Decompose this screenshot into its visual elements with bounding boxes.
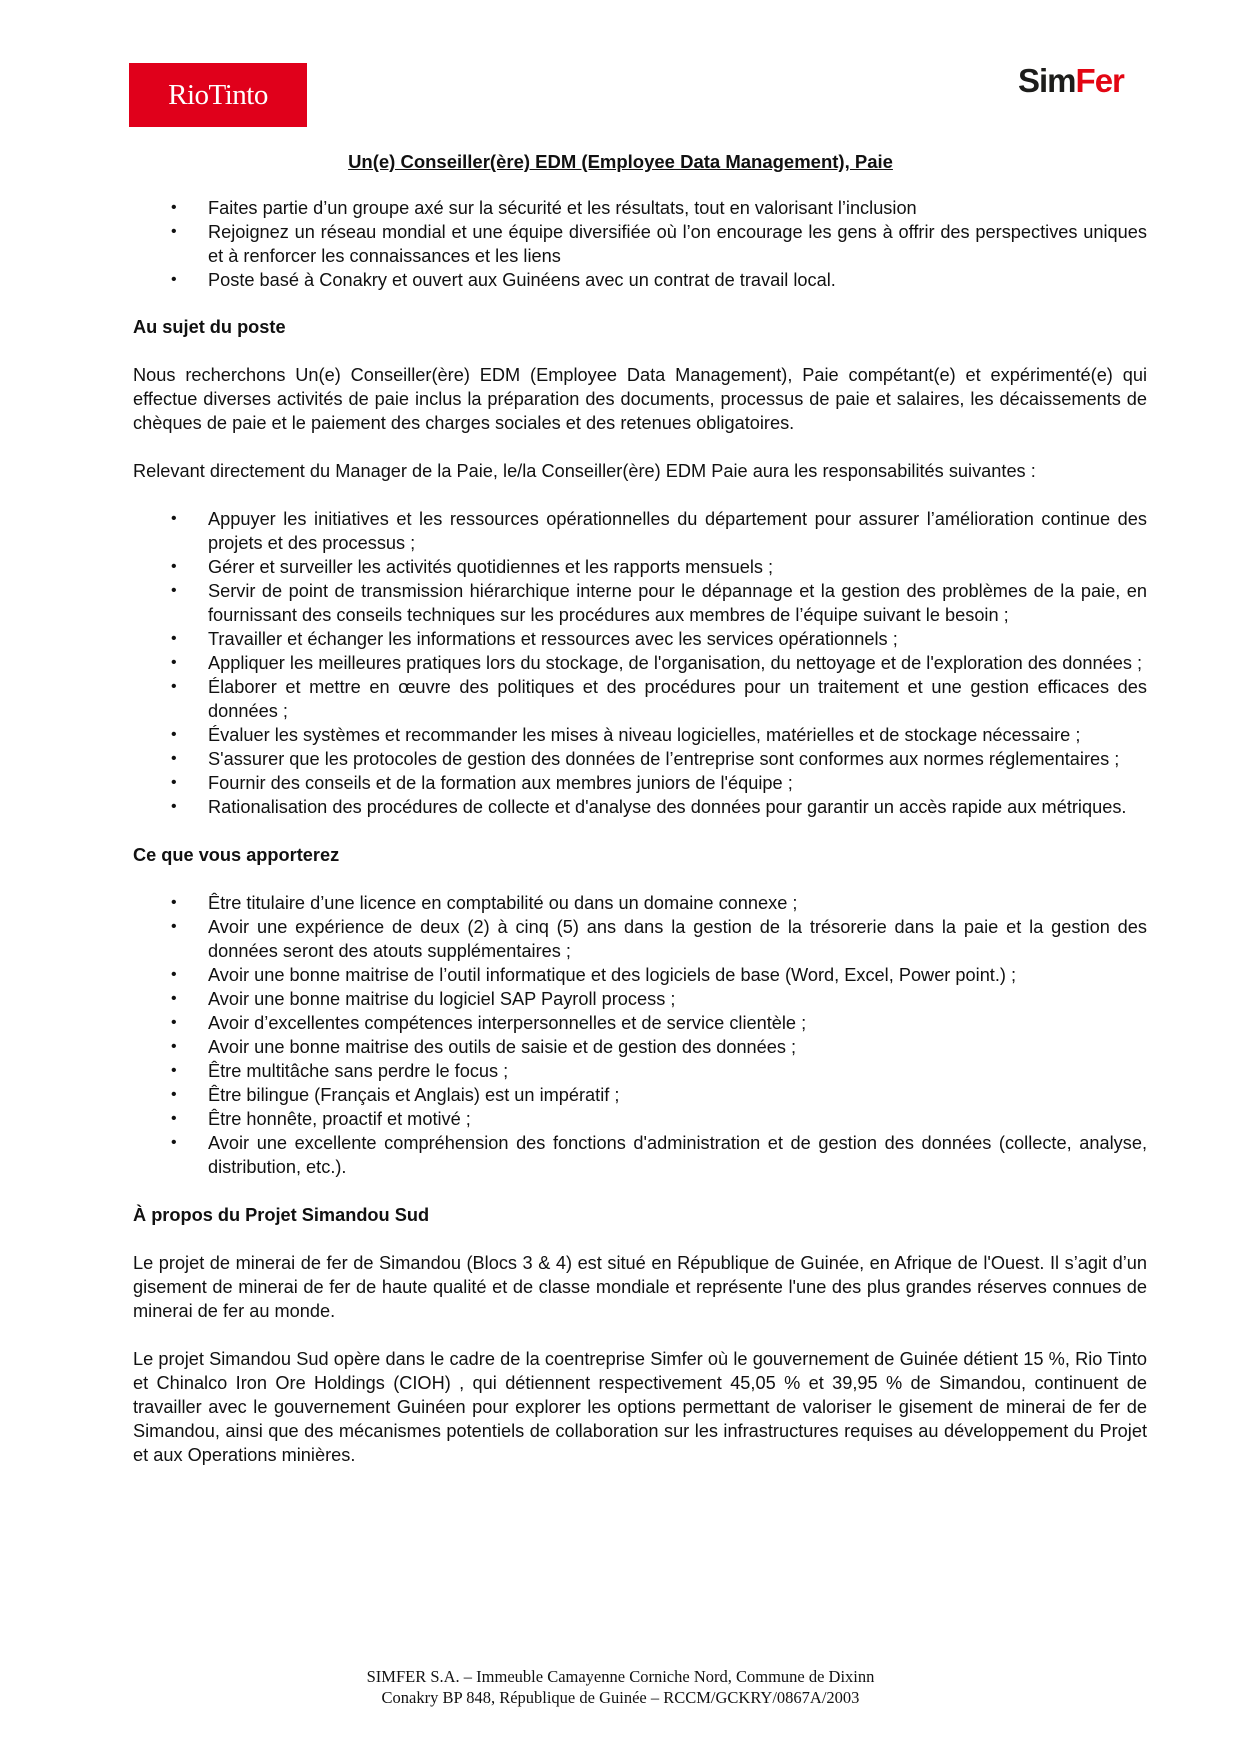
bullet-icon: • xyxy=(171,678,177,695)
bullet-icon: • xyxy=(171,918,177,935)
list-item: • Fournir des conseils et de la formation aux membres juniors de l'équipe ; xyxy=(171,773,793,793)
bullet-icon: • xyxy=(171,199,177,216)
list-item: • Appuyer les initiatives et les ressources opérationnelles du département pour assurer l’amélioration continue des projets et des processus ; xyxy=(171,509,1147,553)
responsibilities-list xyxy=(133,507,1147,819)
list-item: • Être bilingue (Français et Anglais) est un impératif ; xyxy=(171,1085,620,1105)
list-item: • Avoir une bonne maitrise des outils de saisie et de gestion des données ; xyxy=(171,1037,797,1057)
bullet-icon: • xyxy=(171,966,177,983)
section-heading-project: À propos du Projet Simandou Sud xyxy=(133,1205,430,1225)
bullet-icon: • xyxy=(171,654,177,671)
page-footer xyxy=(0,1666,1241,1708)
simfer-logo-sim: Sim xyxy=(1018,62,1076,99)
list-item: • Rejoignez un réseau mondial et une équipe diversifiée où l’on encourage les gens à offrir des perspectives uniques et à renforcer les connaissances et les liens xyxy=(171,222,1147,266)
footer-line-1: SIMFER S.A. – Immeuble Camayenne Corniche Nord, Commune de Dixinn xyxy=(366,1667,875,1686)
section-heading-about: Au sujet du poste xyxy=(133,317,286,337)
list-item: • Avoir une bonne maitrise du logiciel SAP Payroll process ; xyxy=(171,989,676,1009)
bullet-icon: • xyxy=(171,630,177,647)
list-item: • Servir de point de transmission hiérarchique interne pour le dépannage et la gestion des problèmes de la paie, en fournissant des conseils techniques sur les procédures aux membres de l’équipe suivant le besoin ; xyxy=(171,581,1147,625)
list-item: • Faites partie d’un groupe axé sur la sécurité et les résultats, tout en valorisant l’inclusion xyxy=(171,198,917,218)
bullet-icon: • xyxy=(171,894,177,911)
riotinto-logo-text: RioTinto xyxy=(168,78,268,111)
bullet-icon: • xyxy=(171,1062,177,1079)
qualifications-list xyxy=(133,891,1147,1179)
bullet-icon: • xyxy=(171,798,177,815)
list-item: • Appliquer les meilleures pratiques lors du stockage, de l'organisation, du nettoyage et de l'exploration des données ; xyxy=(171,653,1143,673)
list-item: • Avoir d’excellentes compétences interpersonnelles et de service clientèle ; xyxy=(171,1013,807,1033)
intro-bullet-list xyxy=(133,196,1147,292)
project-paragraph-2: Le projet Simandou Sud opère dans le cadre de la coentreprise Simfer où le gouvernement de Guinée détient 15 %, Rio Tinto et Chinalco Iron Ore Holdings (CIOH) , qui détiennent respectivement 45,05 % et 39,95 % de Simandou, continuent de travailler avec le gouvernement Guinéen pour explorer les options permettant de valoriser le gisement de minerai de fer de Simandou, ainsi que des mécanismes potentiels de collaboration sur les infrastructures requises au développement du Projet et aux Operations minières. xyxy=(133,1349,1147,1465)
bullet-icon: • xyxy=(171,558,177,575)
about-paragraph-1: Nous recherchons Un(e) Conseiller(ère) EDM (Employee Data Management), Paie compétant(e) et expérimenté(e) qui effectue diverses activités de paie inclus la préparation des documents, processus de paie et salaires, les décaissements de chèques de paie et le paiement des charges sociales et des retenues obligatoires. xyxy=(133,365,1147,433)
document-title: Un(e) Conseiller(ère) EDM (Employee Data Management), Paie xyxy=(348,151,893,172)
list-item: • Avoir une expérience de deux (2) à cinq (5) ans dans la gestion de la trésorerie dans la paie et la gestion des données seront des atouts supplémentaires ; xyxy=(171,917,1147,961)
bullet-icon: • xyxy=(171,582,177,599)
bullet-icon: • xyxy=(171,510,177,527)
list-item: • Évaluer les systèmes et recommander les mises à niveau logicielles, matérielles et de stockage nécessaire ; xyxy=(171,725,1081,745)
simfer-logo xyxy=(1018,62,1124,100)
bullet-icon: • xyxy=(171,1038,177,1055)
bullet-icon: • xyxy=(171,1014,177,1031)
bullet-icon: • xyxy=(171,1134,177,1151)
about-paragraph-2: Relevant directement du Manager de la Paie, le/la Conseiller(ère) EDM Paie aura les responsabilités suivantes : xyxy=(133,461,1036,481)
section-heading-bring: Ce que vous apporterez xyxy=(133,845,340,865)
list-item: • Être multitâche sans perdre le focus ; xyxy=(171,1061,509,1081)
riotinto-logo xyxy=(129,63,307,127)
bullet-icon: • xyxy=(171,750,177,767)
document-body xyxy=(133,196,1147,1467)
list-item: • Rationalisation des procédures de collecte et d'analyse des données pour garantir un accès rapide aux métriques. xyxy=(171,797,1127,817)
list-item: • Travailler et échanger les informations et ressources avec les services opérationnels ; xyxy=(171,629,898,649)
bullet-icon: • xyxy=(171,271,177,288)
bullet-icon: • xyxy=(171,726,177,743)
bullet-icon: • xyxy=(171,223,177,240)
bullet-icon: • xyxy=(171,990,177,1007)
bullet-icon: • xyxy=(171,1086,177,1103)
footer-line-2: Conakry BP 848, République de Guinée – RCCM/GCKRY/0867A/2003 xyxy=(381,1688,860,1707)
list-item: • Être titulaire d’une licence en comptabilité ou dans un domaine connexe ; xyxy=(171,893,798,913)
list-item: • Être honnête, proactif et motivé ; xyxy=(171,1109,471,1129)
project-paragraph-1: Le projet de minerai de fer de Simandou (Blocs 3 & 4) est situé en République de Guinée, en Afrique de l'Ouest. Il s’agit d’un gisement de minerai de fer de haute qualité et de classe mondiale et représente l'une des plus grandes réserves connues de minerai de fer au monde. xyxy=(133,1253,1147,1321)
list-item: • Gérer et surveiller les activités quotidiennes et les rapports mensuels ; xyxy=(171,557,774,577)
list-item: • Élaborer et mettre en œuvre des politiques et des procédures pour un traitement et une gestion efficaces des données ; xyxy=(171,677,1147,721)
list-item: • S'assurer que les protocoles de gestion des données de l’entreprise sont conformes aux normes réglementaires ; xyxy=(171,749,1120,769)
list-item: • Poste basé à Conakry et ouvert aux Guinéens avec un contrat de travail local. xyxy=(171,270,836,290)
list-item: • Avoir une bonne maitrise de l’outil informatique et des logiciels de base (Word, Excel, Power point.) ; xyxy=(171,965,1017,985)
simfer-logo-fer: Fer xyxy=(1075,62,1124,99)
list-item: • Avoir une excellente compréhension des fonctions d'administration et de gestion des données (collecte, analyse, distribution, etc.). xyxy=(171,1133,1147,1177)
bullet-icon: • xyxy=(171,1110,177,1127)
bullet-icon: • xyxy=(171,774,177,791)
